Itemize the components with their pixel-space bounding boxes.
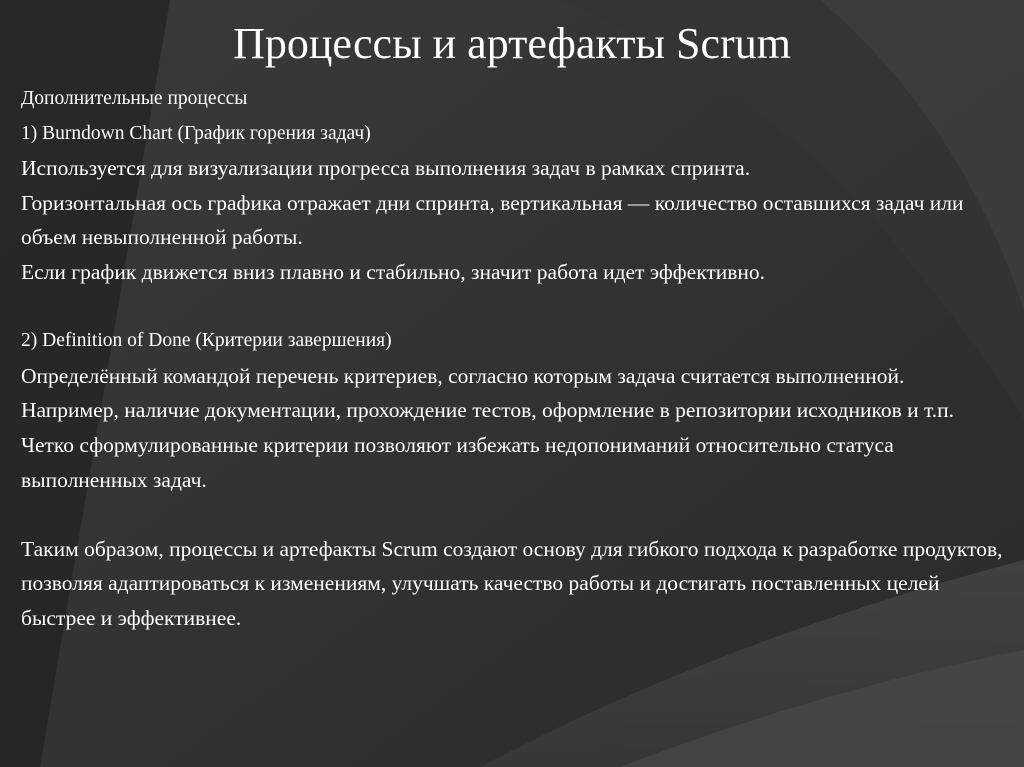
item-heading-burndown: 1) Burndown Chart (График горения задач) bbox=[21, 122, 371, 144]
paragraph-dod-examples: Например, наличие документации, прохождение тестов, оформление в репозитории исходников и т.п. Четко сформулированные критерии позволяют избежать недопониманий относительно статуса выполненных задач. bbox=[21, 398, 955, 492]
paragraph-burndown-trend: Если график движется вниз плавно и стабильно, значит работа идет эффективно. bbox=[21, 259, 766, 284]
paragraph-burndown-axes: Горизонтальная ось графика отражает дни спринта, вертикальная — количество оставшихся задач или объем невыполненной работы. bbox=[21, 190, 964, 250]
paragraph-dod-definition: Определённый командой перечень критериев, согласно которым задача считается выполненной. bbox=[21, 363, 905, 388]
slide-body bbox=[21, 82, 1011, 636]
slide-title: Процессы и артефакты Scrum bbox=[233, 19, 791, 68]
section-heading: Дополнительные процессы bbox=[21, 88, 248, 109]
paragraph-conclusion: Таким образом, процессы и артефакты Scrum создают основу для гибкого подхода к разработке продуктов, позволяя адаптироваться к изменениям, улучшать качество работы и достигать поставленных целей быстрее и эффективнее. bbox=[21, 536, 1003, 630]
spacer bbox=[21, 290, 1011, 325]
item-heading-definition-of-done: 2) Definition of Done (Критерии завершения) bbox=[21, 330, 392, 352]
spacer bbox=[21, 497, 1011, 532]
paragraph-burndown-purpose: Используется для визуализации прогресса выполнения задач в рамках спринта. bbox=[21, 156, 751, 181]
